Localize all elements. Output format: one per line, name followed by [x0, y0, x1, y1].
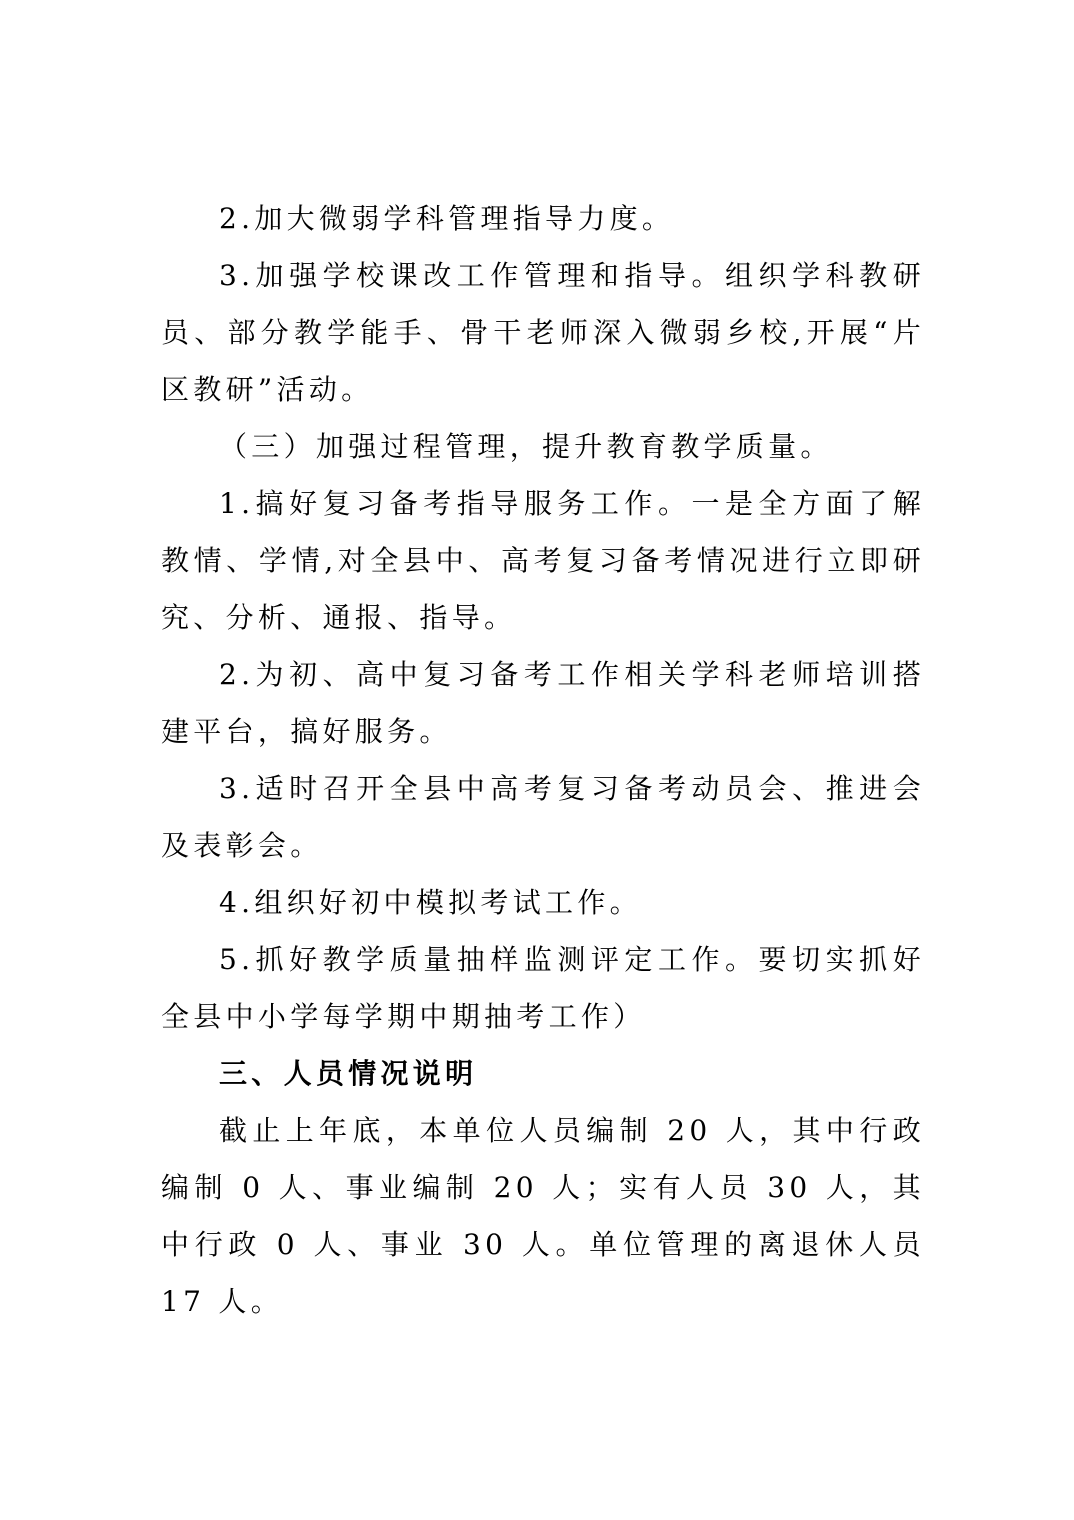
paragraph-item-3: 3.加强学校课改工作管理和指导。组织学科教研员、部分教学能手、骨干老师深入微弱乡校,开展“片区教研”活动。: [161, 259, 925, 406]
section-subheading: （三）加强过程管理，提升教育教学质量。: [219, 430, 833, 463]
paragraph-item-1: 1.搞好复习备考指导服务工作。一是全方面了解教情、学情,对全县中、高考复习备考情况进行立即研究、分析、通报、指导。: [161, 487, 925, 634]
paragraph-item-3b: 3.适时召开全县中高考复习备考动员会、推进会及表彰会。: [161, 772, 925, 862]
section-heading: 三、人员情况说明: [219, 1057, 478, 1090]
staffing-paragraph: 截止上年底，本单位人员编制 20 人，其中行政编制 0 人、事业编制 20 人；实有人员 30 人，其中行政 0 人、事业 30 人。单位管理的离退休人员 17 人。: [161, 1114, 925, 1318]
paragraph-item-5: 5.抓好教学质量抽样监测评定工作。要切实抓好全县中小学每学期中期抽考工作）: [161, 943, 925, 1033]
paragraph-item-2b: 2.为初、高中复习备考工作相关学科老师培训搭建平台，搞好服务。: [161, 658, 925, 748]
paragraph-item-4: 4.组织好初中模拟考试工作。: [219, 886, 642, 919]
document-body: [161, 190, 925, 1330]
paragraph-item-2: 2.加大微弱学科管理指导力度。: [219, 202, 675, 235]
